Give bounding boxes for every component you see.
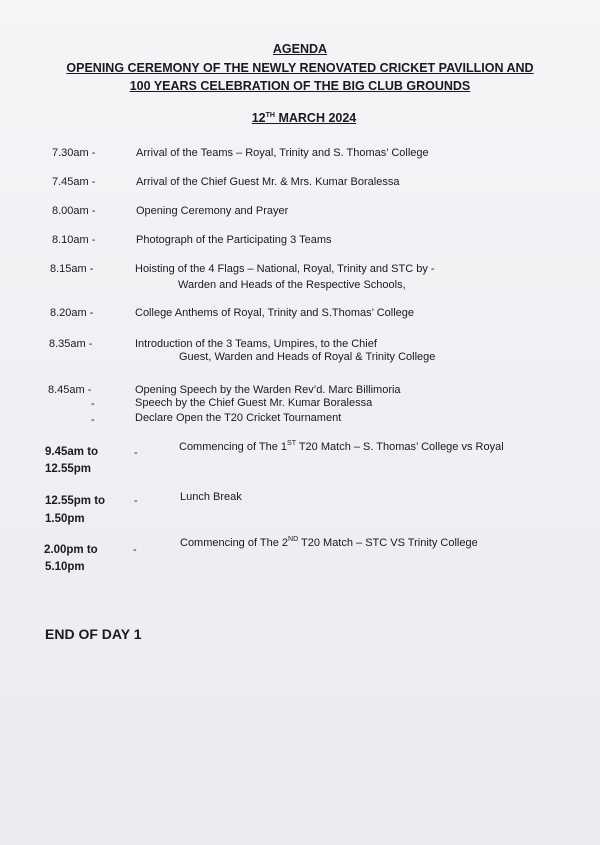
item-description: Opening Speech by the Warden Rev’d. Marc Billimoria bbox=[135, 384, 401, 396]
item-time: 7.30am - bbox=[52, 147, 96, 159]
item-description: College Anthems of Royal, Trinity and S.Thomas’ College bbox=[135, 307, 415, 319]
match-desc-text: Commencing of The 2 bbox=[180, 537, 289, 549]
item-description: Arrival of the Teams – Royal, Trinity and S. Thomas’ College bbox=[136, 147, 429, 159]
match-time-end: 1.50pm bbox=[45, 513, 85, 525]
item-time: 8.45am - bbox=[48, 384, 92, 396]
item-dash: - bbox=[91, 398, 95, 410]
match-desc-text: Commencing of The 1 bbox=[179, 441, 288, 453]
match-time-start: 2.00pm to bbox=[44, 544, 98, 556]
item-time: 7.45am - bbox=[52, 176, 96, 188]
item-time: 8.20am - bbox=[50, 307, 94, 319]
item-time: 8.35am - bbox=[49, 338, 93, 350]
match-description bbox=[180, 537, 478, 549]
match-description bbox=[179, 441, 504, 453]
match-desc-rest: T20 Match – S. Thomas’ College vs Royal bbox=[295, 441, 504, 453]
match-ordinal: ST bbox=[287, 440, 296, 447]
date-day: 12 bbox=[251, 111, 266, 125]
match-dash: - bbox=[134, 495, 138, 507]
item-description: Arrival of the Chief Guest Mr. & Mrs. Kumar Boralessa bbox=[136, 176, 400, 188]
match-desc-text: Lunch Break bbox=[180, 491, 242, 503]
item-time: 8.10am - bbox=[52, 234, 96, 246]
item-time: 8.00am - bbox=[52, 205, 96, 217]
item-description-cont: Declare Open the T20 Cricket Tournament bbox=[135, 412, 342, 424]
item-dash: - bbox=[91, 414, 95, 426]
end-of-day-label: END OF DAY 1 bbox=[45, 626, 142, 642]
ceremony-title-line-1: OPENING CEREMONY OF THE NEWLY RENOVATED CRICKET PAVILLION AND bbox=[66, 61, 534, 75]
item-description: Photograph of the Participating 3 Teams bbox=[136, 234, 332, 246]
item-description: Hoisting of the 4 Flags – National, Royal, Trinity and STC by - bbox=[135, 263, 435, 275]
item-description-cont: Guest, Warden and Heads of Royal & Trinity College bbox=[179, 351, 436, 363]
match-time-end: 5.10pm bbox=[45, 561, 85, 573]
match-time-start: 12.55pm to bbox=[45, 495, 106, 507]
date-month-year: MARCH 2024 bbox=[274, 111, 357, 125]
item-time: 8.15am - bbox=[50, 263, 94, 275]
item-description-cont: Speech by the Chief Guest Mr. Kumar Boralessa bbox=[135, 397, 373, 409]
match-ordinal: ND bbox=[288, 536, 299, 543]
match-time-start: 9.45am to bbox=[45, 446, 99, 458]
match-time-end: 12.55pm bbox=[45, 463, 92, 475]
agenda-heading: AGENDA bbox=[272, 42, 328, 56]
match-desc-rest: T20 Match – STC VS Trinity College bbox=[298, 537, 478, 549]
match-dash: - bbox=[133, 544, 137, 556]
date-suffix: TH bbox=[265, 112, 275, 119]
match-dash: - bbox=[134, 447, 138, 459]
item-description: Opening Ceremony and Prayer bbox=[136, 205, 289, 217]
item-description-cont: Warden and Heads of the Respective Schools, bbox=[178, 279, 406, 291]
ceremony-title-line-2: 100 YEARS CELEBRATION OF THE BIG CLUB GROUNDS bbox=[129, 79, 471, 93]
match-description bbox=[180, 491, 242, 503]
event-date bbox=[4, 111, 600, 125]
item-description: Introduction of the 3 Teams, Umpires, to the Chief bbox=[135, 338, 377, 350]
